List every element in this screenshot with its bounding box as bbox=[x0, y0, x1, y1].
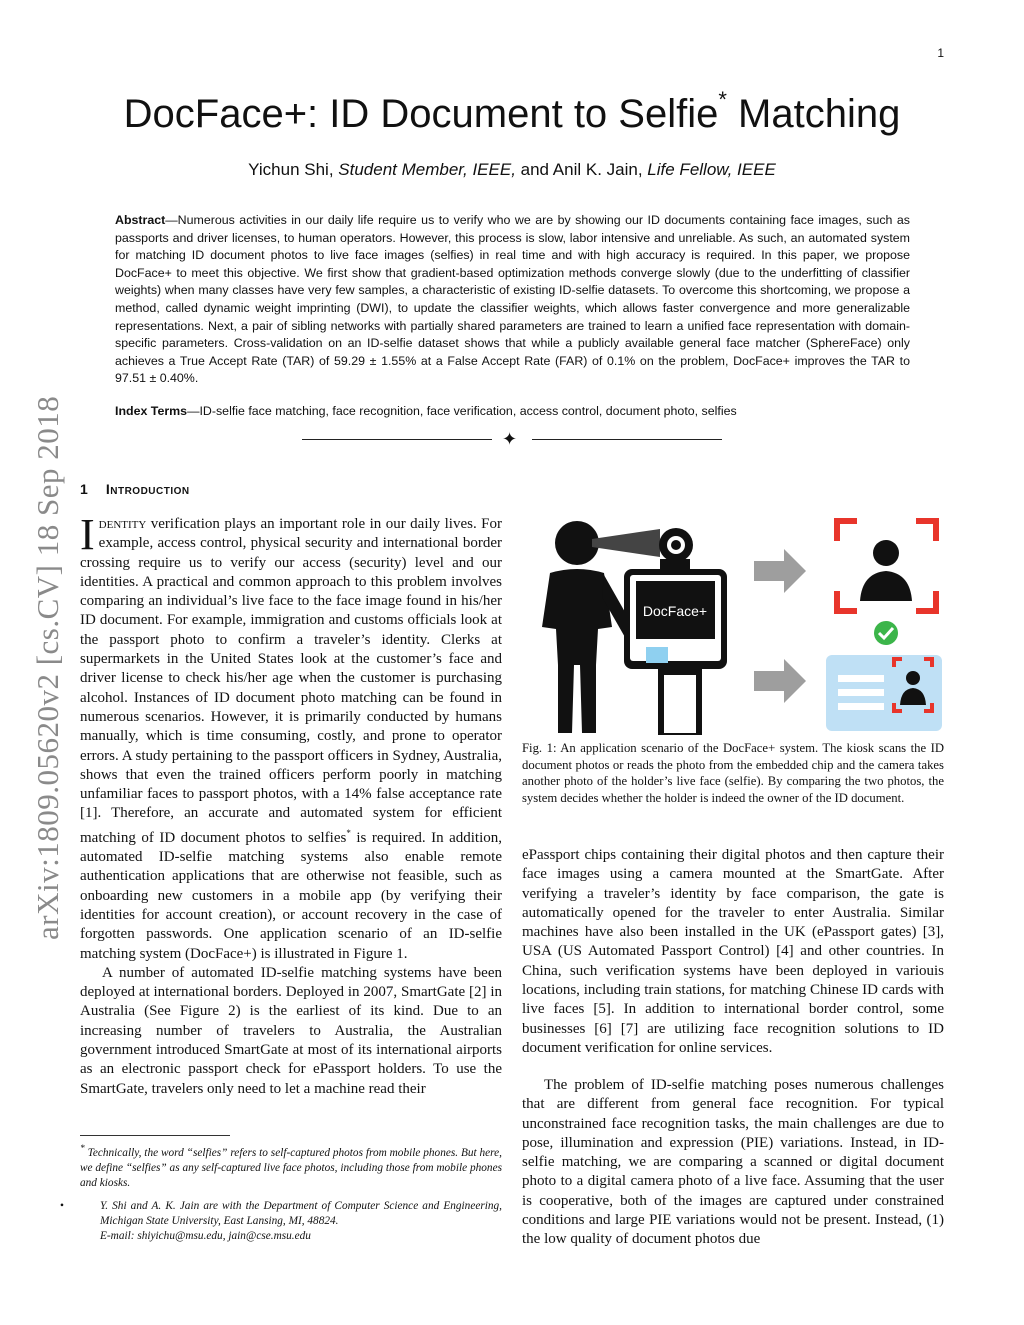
section-title: Introduction bbox=[105, 481, 190, 497]
title-footnote-mark: * bbox=[718, 86, 727, 112]
bullet-icon: • bbox=[60, 1199, 64, 1212]
section-number: 1 bbox=[80, 481, 89, 497]
index-terms bbox=[115, 404, 910, 418]
page-number: 1 bbox=[937, 46, 944, 60]
author-1: Yichun Shi, bbox=[248, 160, 339, 179]
figure-1-illustration bbox=[520, 515, 945, 737]
separator-star-icon: ✦ bbox=[502, 429, 518, 449]
intro-paragraph-4: The problem of ID-selfie matching poses numerous challenges that are different from general face recognition. For typical unconstrained face recognition tasks, the main challenges are due to pose, illumination and expression (PIE) variations. Instead, in ID-selfie matching, we are comparing a scanned or digital document photo to a digital camera photo of a live face. Assuming that the user is cooperative, both of the images are captured under constrained conditions and large PIE variations would not be present. Instead, (1) the low quality of document photos due bbox=[522, 1077, 944, 1248]
figure-1 bbox=[520, 515, 945, 737]
title-end: Matching bbox=[726, 92, 901, 136]
authors bbox=[60, 160, 964, 180]
separator-line-left bbox=[302, 439, 492, 440]
index-terms-text: —ID-selfie face matching, face recognition, face verification, access control, document photo, selfies bbox=[187, 404, 737, 418]
footnote-email: E-mail: shiyichu@msu.edu, jain@cse.msu.edu bbox=[100, 1229, 311, 1242]
footnote-star: * bbox=[80, 1144, 85, 1154]
arxiv-stamp: arXiv:1809.05620v2 [cs.CV] 18 Sep 2018 bbox=[30, 395, 65, 940]
separator-line-right bbox=[532, 439, 722, 440]
abstract-text: —Numerous activities in our daily life require us to verify who we are by showing our ID documents containing face images, such as passports and driver licenses, to human operators. However, this process is slow, labor intensive and unreliable. As such, an automated system for matching ID document photos to live face images (selfies) in real time and with high accuracy is required. In this paper, we propose DocFace+ to meet this objective. We first show that gradient-based optimization methods converge slowly (due to the underfitting of classifier weights) when many classes have very few samples, a characteristic of existing ID-selfie datasets. To overcome this shortcoming, we propose a method, called dynamic weight imprinting (DWI), to update the classifier weights, which allows faster convergence and more generalizable representations. Next, a pair of sibling networks with partially shared parameters are trained to learn a unified face representation with domain-specific parameters. Cross-validation on an ID-selfie dataset shows that while a publicly available general face matcher (SphereFace) only achieves a True Accept Rate (TAR) of 59.29 ± 1.55% at a False Accept Rate (FAR) of 0.1% on the problem, DocFace+ improves the TAR to 97.51 ± 0.40%. bbox=[115, 213, 910, 386]
footnote-selfies bbox=[80, 1142, 502, 1191]
selfie-person-icon bbox=[860, 540, 912, 601]
figure-1-caption: Fig. 1: An application scenario of the DocFace+ system. The kiosk scans the ID document photos or reads the photo from the embedded chip and the camera takes another photo of the holder’s live face (selfie). By comparing the two photos, the system decides whether the holder is indeed the owner of the ID document. bbox=[522, 741, 944, 806]
paper-title bbox=[60, 86, 964, 137]
abstract bbox=[115, 212, 910, 388]
index-terms-label: Index Terms bbox=[115, 404, 188, 418]
abstract-label: Abstract bbox=[115, 213, 166, 227]
intro-p1-end: is required. In addition, automated ID-selfie matching systems also enable remote authentication applications that are otherwise not feasible, such as onboarding new customers in a mobile app (by verifying their identities for account creation), or account recovery in the case of forgotten passwords. One application scenario of an ID-selfie matching system (DocFace+) is illustrated in Figure 1. bbox=[80, 829, 502, 962]
title-main: DocFace+: ID Document to Selfie bbox=[123, 92, 719, 136]
check-icon bbox=[874, 621, 898, 645]
id-card-icon bbox=[826, 655, 942, 731]
author-2: and Anil K. Jain, bbox=[515, 160, 648, 179]
intro-paragraph-2: A number of automated ID-selfie matching systems have been deployed at international borders. Deployed in 2007, SmartGate [2] in Australia (See Figure 2) is the earliest of its kind. Due to an increasing number of travelers to Australia, the Australian government introduced SmartGate at most of its international airports as an electronic passport check for ePassport holders. To use the SmartGate, travelers only need to let a machine read their bbox=[80, 964, 502, 1097]
footnote-affiliation-text: Y. Shi and A. K. Jain are with the Department of Computer Science and Engineering, Michigan State University, East Lansing, MI, 48824. bbox=[100, 1199, 502, 1227]
intro-paragraph-3: ePassport chips containing their digital photos and then capture their face images using a camera mounted at the SmartGate. After verifying a traveler’s identity by face comparison, the gate is automatically opened for the traveler to enter Australia. Similar machines have also been installed in the UK (ePassport gates) [3], USA (US Automated Passport Control) [4] and other countries. In China, such verification systems have been deployed in variouis locations, including train stations, for matching Chinese ID cards with live faces [5]. In addition to international border control, some businesses [6] [7] are utilizing face recognition solutions to ID document verification for online services. bbox=[522, 847, 944, 1056]
footnote-rule bbox=[80, 1135, 230, 1136]
section-separator bbox=[302, 430, 722, 450]
arrow-bottom-icon bbox=[754, 659, 806, 703]
arrow-top-icon bbox=[754, 549, 806, 593]
camera-beam bbox=[592, 529, 660, 557]
intro-paragraph-1 bbox=[80, 510, 502, 964]
left-column bbox=[80, 510, 502, 1099]
selfies-footnote-mark: * bbox=[346, 827, 351, 838]
dropcap: I bbox=[80, 510, 95, 559]
author-2-role: Life Fellow, IEEE bbox=[647, 160, 776, 179]
right-column-bottom bbox=[522, 1076, 944, 1250]
footnote-selfies-text: Technically, the word “selfies” refers to self-captured photos from mobile phones. But here, we define “selfies” as any self-captured live face photos, including those from mobile phones and kiosks. bbox=[80, 1146, 502, 1189]
footnote-affiliation bbox=[60, 1199, 502, 1244]
dropcap-lead: dentity bbox=[98, 516, 147, 532]
kiosk-icon bbox=[624, 559, 727, 735]
kiosk-label: DocFace+ bbox=[642, 603, 708, 619]
camera-icon bbox=[659, 528, 693, 562]
section-heading bbox=[80, 481, 190, 497]
intro-p1-text: verification plays an important role in our daily lives. For example, access control, physical security and international border crossing require us to verify our access (security) level and our identities. A practical and common approach to this problem involves comparing an individual’s live face to the face image found in his/her ID document. For example, immigration and customs officials look at the passport photo to confirm a traveler’s identity. Clerks at supermarkets in the United States look at the customer’s face and driver license to check his/her age when the customer is purchasing alcohol. Instances of ID document photo matching can be found in numerous scenarios. However, it is primarily conducted by humans manually, which is time consuming, costly, and prone to operator errors. A study pertaining to the passport officers in Sydney, Australia, shows that even the trained officers perform poorly in matching unfamiliar faces to passport photos, with a 14% false acceptance rate [1]. Therefore, an accurate and automated system for efficient matching of ID document photos to selfies bbox=[80, 516, 502, 846]
footnotes bbox=[60, 1142, 502, 1252]
author-1-role: Student Member, IEEE, bbox=[338, 160, 516, 179]
right-column-top bbox=[522, 846, 944, 1058]
